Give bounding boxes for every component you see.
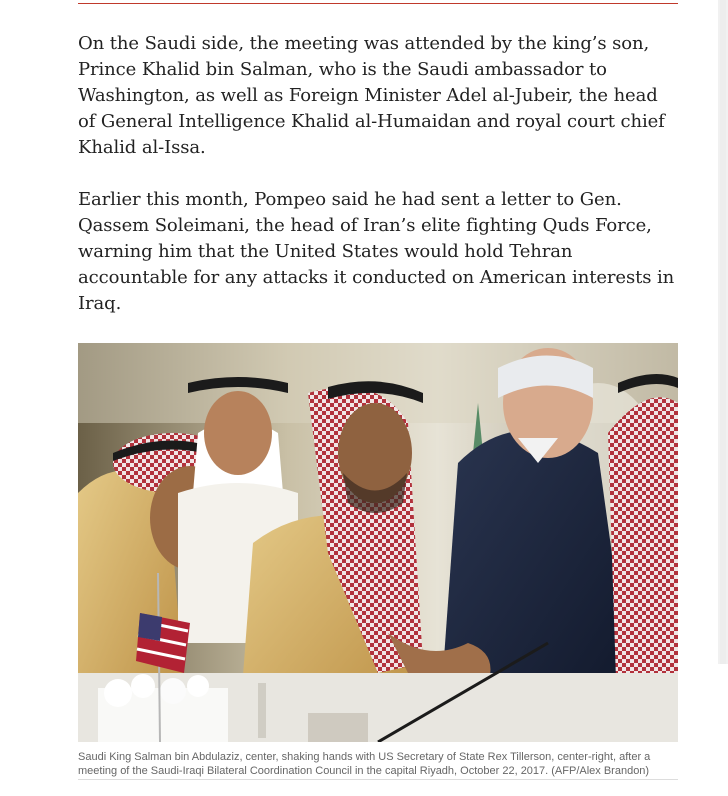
scrollbar-thumb[interactable]	[720, 0, 726, 664]
photo-caption: Saudi King Salman bin Abdulaziz, center, shaking hands with US Secretary of State Rex Tillerson, center-right, after a meeting of the Saudi-Iraqi Bilateral Coordination Council in the capital Riyadh, October 22, 2017. (AFP/Alex Brandon)	[78, 750, 678, 780]
article-paragraph: On the Saudi side, the meeting was attended by the king’s son, Prince Khalid bin Salman, who is the Saudi ambassador to Washington, as well as Foreign Minister Adel al-Jubeir, the head of General Intelligence Khalid al-Humaidan and royal court chief Khalid al-Issa.	[78, 33, 665, 158]
article-paragraph: Earlier this month, Pompeo said he had sent a letter to Gen. Qassem Soleimani, the head of Iran’s elite fighting Quds Force, warning him that the United States would hold Tehran accountable for any attacks it conducted on American interests in Iraq.	[78, 189, 675, 314]
article-body	[78, 31, 678, 395]
article-figure	[78, 343, 678, 780]
news-photo	[78, 343, 678, 742]
page-scrollbar[interactable]	[718, 0, 728, 664]
section-divider	[78, 3, 678, 4]
